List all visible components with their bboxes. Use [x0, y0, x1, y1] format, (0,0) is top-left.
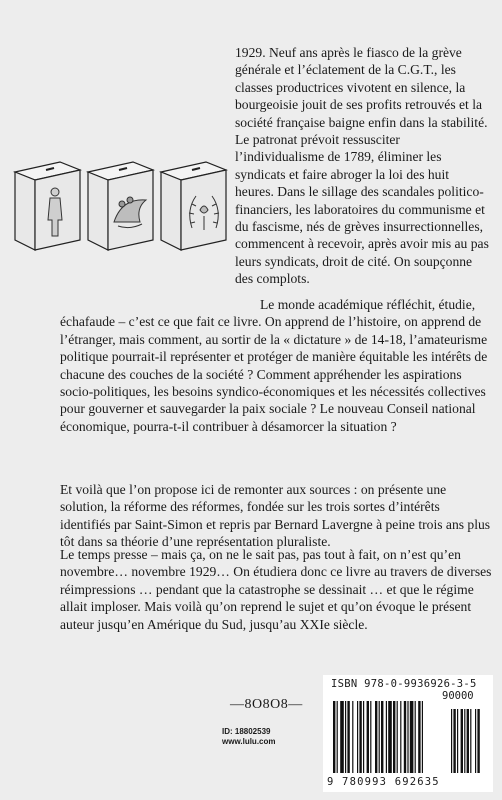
- academic-paragraph-text: Le monde académique réfléchit, étudie, échafaude – c’est ce que fait ce livre. On apprend de l’histoire, on apprend de l’étranger, mais comment, au sortir de la « dictature » de 14-18, l’amateurisme politique pourrait-il représenter et protéger de manière équitable les intérêts de chacune des couches de la société ? Comment appréhender les aspirations socio-politiques, les besoins syndico-économiques et les nécessités collectives pour gouverner et sauvegarder la paix sociale ? Le nouveau Conseil national économique, pourra-t-il contribuer à désamorcer la situation ?: [60, 297, 488, 434]
- lulu-site: www.lulu.com: [222, 737, 276, 746]
- isbn-addon-label: 90000: [442, 690, 474, 702]
- barcode-bars: [333, 701, 485, 775]
- separator-ornament: —8O8O8—: [230, 697, 303, 712]
- lulu-id: ID: 18802539: [222, 727, 271, 736]
- conclusion-paragraph: Le temps presse – mais ça, on ne le sait pas, pas tout à fait, on n’est qu’en novembre… novembre 1929… On étudiera donc ce livre au travers de diverses réimpressions … pendant que la catastrophe se dessinait … et que le régime allait imploser. Mais voilà qu’on reprend le sujet et qu’on évoque le présent auteur jusqu’en Amérique du Sud, jusqu’au XXIe siècle.: [60, 547, 492, 632]
- publisher-meta: [222, 727, 275, 747]
- isbn-label: ISBN 978-0-9936926-3-5: [331, 678, 477, 690]
- solution-paragraph: Et voilà que l’on propose ici de remonter aux sources : on présente une solution, la réforme des réformes, fondée sur les trois sortes d’intérêts identifiés par Saint-Simon et repris par Bernard Lavergne à peine trois ans plus tôt dans sa théorie d’une représentation pluraliste.: [60, 482, 491, 550]
- academic-paragraph: [60, 296, 492, 435]
- intro-paragraph: 1929. Neuf ans après le fiasco de la grève générale et l’éclatement de la C.G.T., les classes productrices vivotent en silence, la bourgeoisie jouit de ses profits retrouvés et la société française baigne enfin dans la stabilité. Le patronat prévoit ressusciter l’individualisme de 1789, éliminer les syndicats et faire abroger la loi des huit heures. Dans le sillage des scandales politico-financiers, les laboratoires du communisme et du fascisme, nés de grèves insurrectionnelles, commencent à recevoir, après avoir mis au pas leurs syndicats, droit de cité. On soupçonne des complots.: [235, 45, 489, 287]
- isbn-barcode: [323, 675, 493, 792]
- isbn-digits: 9 780993 692635: [327, 776, 440, 788]
- ballot-boxes-illustration: [10, 150, 230, 260]
